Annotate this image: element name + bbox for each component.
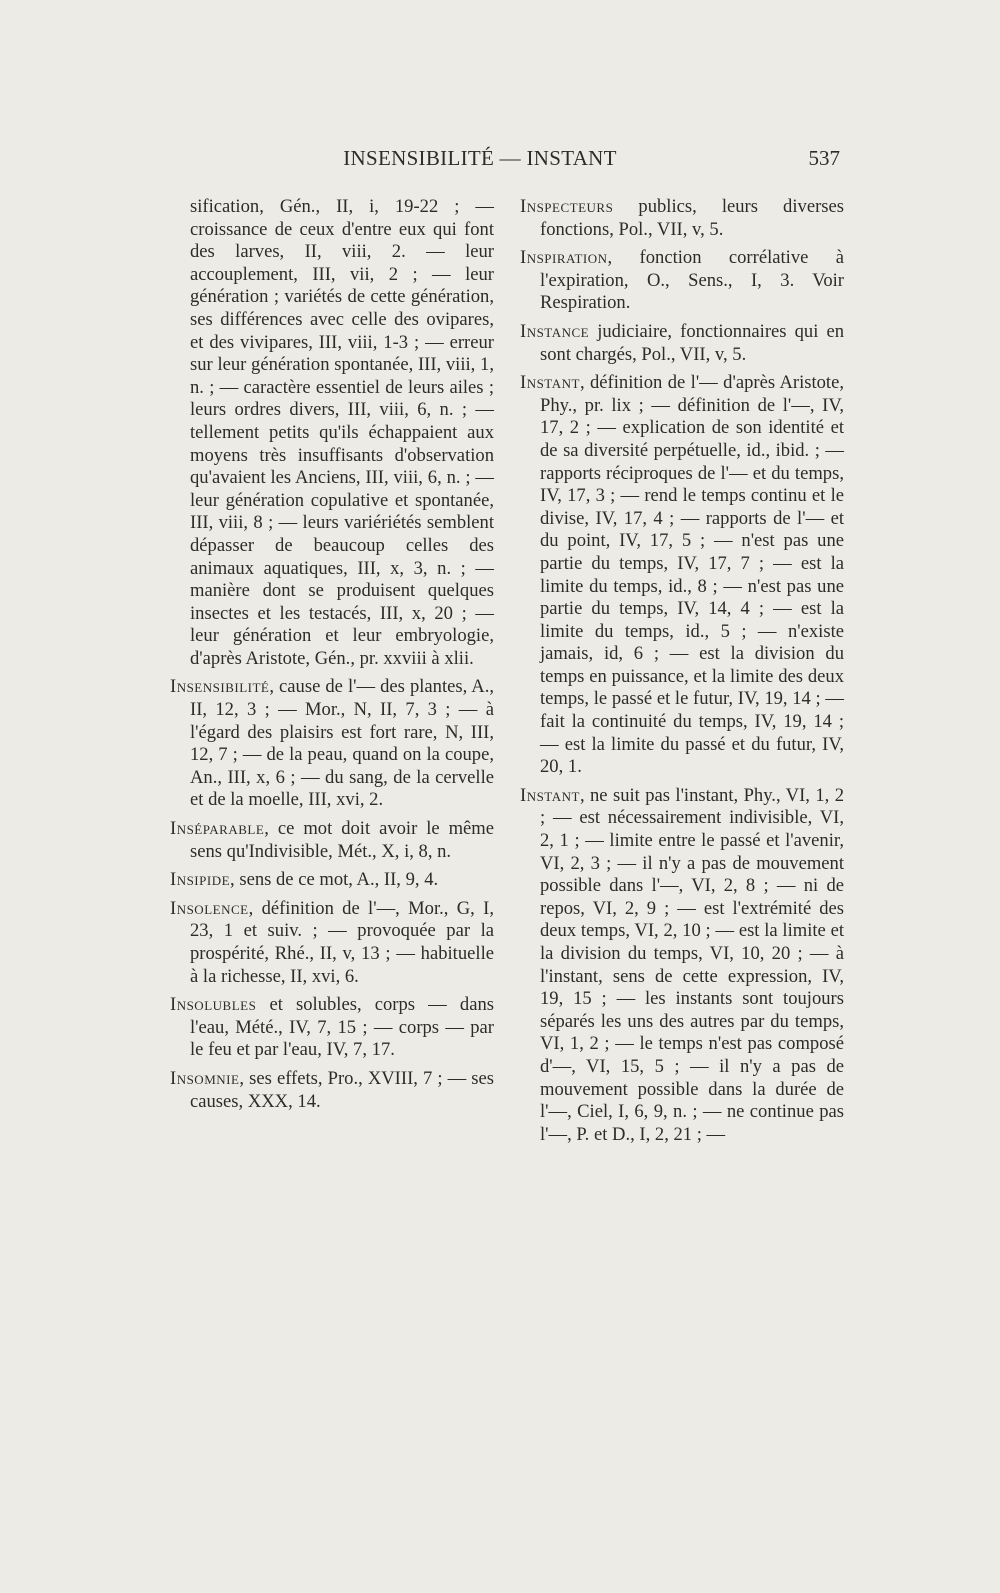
entry-text: , ce mot doit avoir le même sens qu'Indivisible, Mét., X, i, 8, n. xyxy=(190,818,494,862)
running-title: INSENSIBILITÉ — INSTANT xyxy=(343,146,617,170)
entry-text: , ses effets, Pro., XVIII, 7 ; — ses causes, XXX, 14. xyxy=(190,1067,494,1112)
index-entry xyxy=(520,247,844,315)
entry-headword: Insomnie xyxy=(170,1067,240,1089)
entry-headword: Insipide xyxy=(170,869,231,891)
entry-text: , définition de l'— d'après Aristote, Phy., pr. lix ; — définition de l'—, IV, 17, 2 ; — explication de son identité et de sa diversité perpétuelle, id., ibid. ; — rapports réciproques de l'— et du temps, IV, 17, 3 ; — rend le temps continu et le divise, IV, 17, 4 ; — rapports de l'— et du point, IV, 17, 5 ; — n'est pas une partie du temps, IV, 17, 7 ; — est la limite du temps, id., 8 ; — n'est pas une partie du temps, IV, 14, 4 ; — est la limite du temps, id., 5 ; — n'existe jamais, id, 6 ; — est la division du temps en puissance, et la limite des deux temps, le passé et le futur, IV, 19, 14 ; — fait la continuité du temps, IV, 19, 14 ; — est la limite du passé et du futur, IV, 20, 1. xyxy=(540,372,844,778)
entry-text: et solubles, corps — dans l'eau, Mété., IV, 7, 15 ; — corps — par le feu et par l'eau, IV, 7, 17. xyxy=(190,994,494,1061)
index-entry xyxy=(170,994,494,1062)
entry-text: sification, Gén., II, i, 19-22 ; — croissance de ceux d'entre eux qui font des larves, II, viii, 2. — leur accouplement, III, vii, 2 ; — leur génération ; variétés de cette génération, ses différences avec celle des ovipares, et des vivipares, III, viii, 1-3 ; — erreur sur leur génération spontanée, III, viii, 1, n. ; — caractère essentiel de leurs ailes ; leurs ordres divers, III, viii, 6, n. ; — tellement petits qu'ils échappaient aux moyens très insuffisants d'observation qu'avaient les Anciens, III, viii, 6, n. ; — leur génération copulative et spontanée, III, viii, 8 ; — leurs variériétés semblent dépasser de beaucoup celles des animaux aquatiques, III, x, 3, n. ; — manière dont se produisent quelques insectes et les testacés, III, x, 20 ; — leur génération et leur embryologie, d'après Aristote, Gén., pr. xxviii à xlii. xyxy=(190,196,494,669)
entry-text: , fonction corrélative à l'expiration, O., Sens., I, 3. Voir Respiration. xyxy=(540,247,844,314)
index-entry xyxy=(520,785,844,1147)
entry-headword: Instance xyxy=(520,320,590,342)
entry-text: , cause de l'— des plantes, A., II, 12, 3 ; — Mor., N, II, 7, 3 ; — à l'égard des plaisirs est fort rare, N, III, 12, 7 ; — de la peau, quand on la coupe, An., III, x, 6 ; — du sang, de la cervelle et de la moelle, III, xvi, 2. xyxy=(190,676,494,811)
index-entry xyxy=(170,818,494,863)
index-entry xyxy=(170,869,494,892)
left-column xyxy=(170,196,494,1119)
entry-headword: Instant xyxy=(520,784,580,806)
entry-text: publics, leurs diverses fonctions, Pol., VII, v, 5. xyxy=(540,196,844,240)
entry-headword: Inséparable xyxy=(170,818,265,840)
entry-headword: Inspecteurs xyxy=(520,196,614,217)
entry-headword: Insolubles xyxy=(170,994,257,1016)
index-entry xyxy=(170,196,494,670)
entry-headword: Instant xyxy=(520,372,580,394)
index-entry xyxy=(520,372,844,779)
entry-text: , sens de ce mot, A., II, 9, 4. xyxy=(230,869,439,891)
page-number: 537 xyxy=(808,146,840,170)
index-entry xyxy=(520,196,844,241)
entry-text: judiciaire, fonctionnaires qui en sont chargés, Pol., VII, v, 5. xyxy=(540,320,844,365)
index-entry xyxy=(170,676,494,812)
entry-headword: Inspiration xyxy=(520,247,608,269)
index-entry xyxy=(520,321,844,366)
right-column xyxy=(520,196,844,1152)
entry-text: , définition de l'—, Mor., G, I, 23, 1 et suiv. ; — provoquée par la prospérité, Rhé., II, v, 13 ; — habituelle à la richesse, II, xvi, 6. xyxy=(190,897,494,987)
entry-headword: Insensibilité xyxy=(170,676,270,698)
entry-text: , ne suit pas l'instant, Phy., VI, 1, 2 ; — est nécessairement indivisible, VI, 2, 1 ; — limite entre le passé et l'avenir, VI, 2, 3 ; — il n'y a pas de mouvement possible dans l'—, VI, 2, 8 ; — ni de repos, VI, 2, 9 ; — est l'extrémité des deux temps, VI, 2, 10 ; — est la limite et la division du temps, VI, 10, 20 ; — à l'instant, sens de cette expression, IV, 19, 15 ; — les instants sont toujours séparés les uns des autres par du temps, VI, 1, 2 ; — le temps n'est pas composé d'—, VI, 15, 5 ; — il n'y a pas de mouvement possible dans la durée de l'—, Ciel, I, 6, 9, n. ; — ne continue pas l'—, P. et D., I, 2, 21 ; — xyxy=(540,784,844,1145)
index-entry xyxy=(170,1068,494,1113)
entry-headword: Insolence xyxy=(170,897,249,919)
index-entry xyxy=(170,898,494,988)
